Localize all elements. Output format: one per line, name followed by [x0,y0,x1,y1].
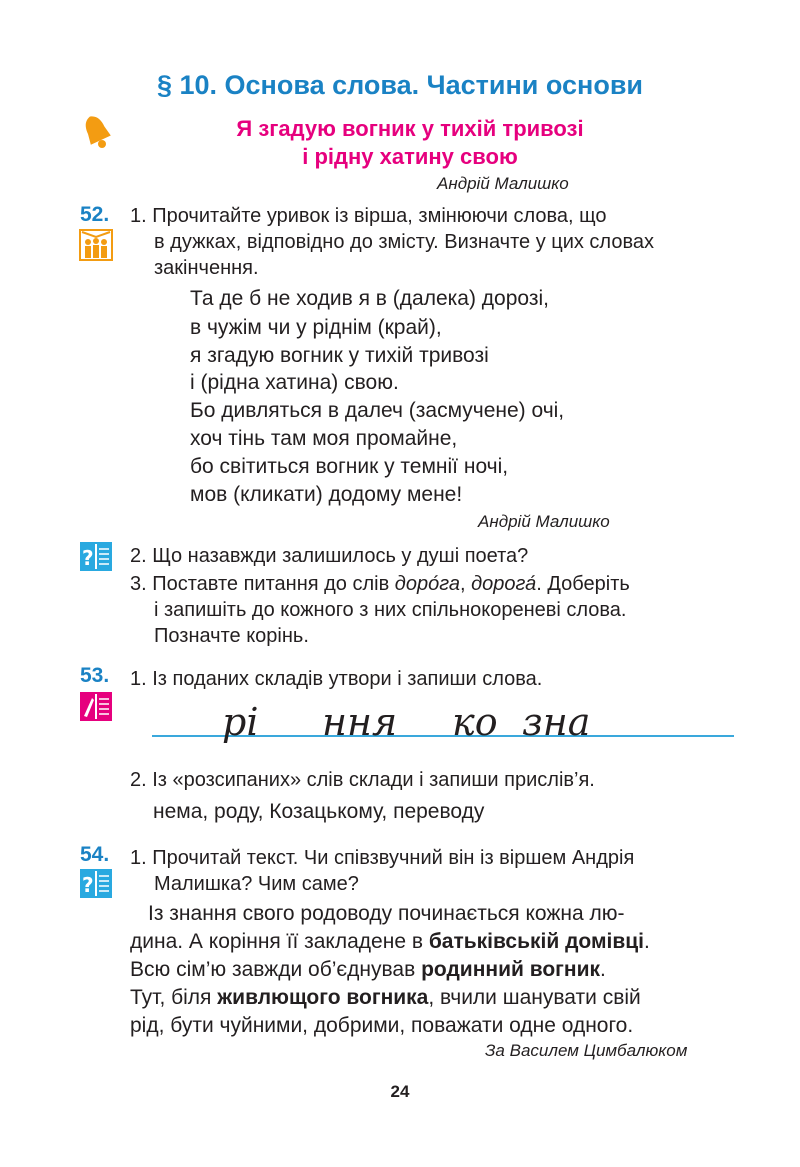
word-doroga-2: дорога́ [471,573,537,595]
poem-author: Андрій Малишко [478,512,610,531]
text: дина. А коріння її закладене в [130,930,429,953]
epigraph-author: Андрій Малишко [437,174,569,193]
ex53-task1: 1. Із поданих складів утвори і запиши слова. [130,668,543,690]
exercise-number: 53. [80,664,110,687]
ex54-text-line [130,983,740,1012]
poem-line: хоч тінь там моя промайне, [190,427,458,450]
epigraph-line-2: і рідну хатину свою [302,144,518,169]
ex52-task3-line3: Позначте корінь. [154,625,309,647]
exercise-number: 52. [80,203,110,226]
svg-text:?: ? [82,873,94,897]
page-title: § 10. Основа слова. Частини основи [156,70,644,100]
ex53-task2: 2. Із «розсипаних» слів склади і запиши прислів’я. [130,769,595,791]
svg-text:?: ? [82,546,94,570]
text: Тут, біля [130,986,218,1009]
ex52-task3-line2: і запишіть до кожного з них спільнокореневі слова. [154,599,627,621]
question-book-icon [79,541,113,572]
poem-line: Та де б не ходив я в (далека) дорозі, [190,287,549,310]
ex54-task1-line2: Малишка? Чим саме? [154,873,359,895]
text: Всю сім’ю завжди об’єднував [130,958,422,981]
task3-text-end: . Доберіть [536,573,630,595]
ex54-author: За Василем Цимбалюком [485,1041,688,1060]
ex52-task3-line1 [130,571,630,597]
epigraph-line-1: Я згадую вогник у тихій тривозі [236,116,584,141]
reading-people-icon [79,229,113,261]
poem-line: я згадую вогник у тихій тривозі [190,344,489,367]
task3-text: 3. Поставте питання до слів [130,573,395,595]
poem-line: Бо дивляться в далеч (засмучене) очі, [190,399,565,422]
bold-phrase: батьківській домівці [428,930,644,953]
poem-line: і (рідна хатина) свою. [190,371,399,394]
syllable: ко [452,700,498,744]
ex52-task1-line1: 1. Прочитайте уривок із вірша, змінюючи слова, що [130,205,607,227]
ex54-task1-line1: 1. Прочитай текст. Чи співзвучний він із віршем Андрія [130,847,635,869]
word-doroga-1: доро́га [394,573,460,595]
exercise-number: 54. [80,843,110,866]
ex54-text-line [130,955,740,984]
text: . [644,930,650,953]
bold-phrase: живлющого вогника [217,986,429,1009]
syllable: зна [522,700,591,744]
scattered-words: нема, роду, Козацькому, переводу [153,800,485,823]
ex54-text-line: Із знання свого родоводу починається кожна лю- [148,902,625,925]
text: , вчили шанувати свій [428,986,641,1009]
page-number: 24 [390,1082,410,1101]
ex52-task2: 2. Що назавжди залишилось у душі поета? [130,545,529,567]
syllable: ння [322,700,398,744]
bold-phrase: родинний вогник [421,958,601,981]
poem-line: мов (кликати) додому мене! [190,483,463,506]
syllable: рі [222,700,259,744]
poem-line: бо світиться вогник у темнії ночі, [190,455,509,478]
separator: , [459,573,472,595]
question-book-icon [79,868,113,899]
ex54-text-line [130,927,740,956]
text: . [600,958,606,981]
writing-pen-book-icon [79,691,113,722]
poem-line: в чужім чи у ріднім (край), [190,316,442,339]
ex52-task1-line2: в дужках, відповідно до змісту. Визначте у цих словах [154,231,654,253]
ex54-text-line: рід, бути чуйними, добрими, поважати одне одного. [130,1014,634,1037]
ex52-task1-line3: закінчення. [154,257,259,279]
bell-icon [80,113,114,151]
